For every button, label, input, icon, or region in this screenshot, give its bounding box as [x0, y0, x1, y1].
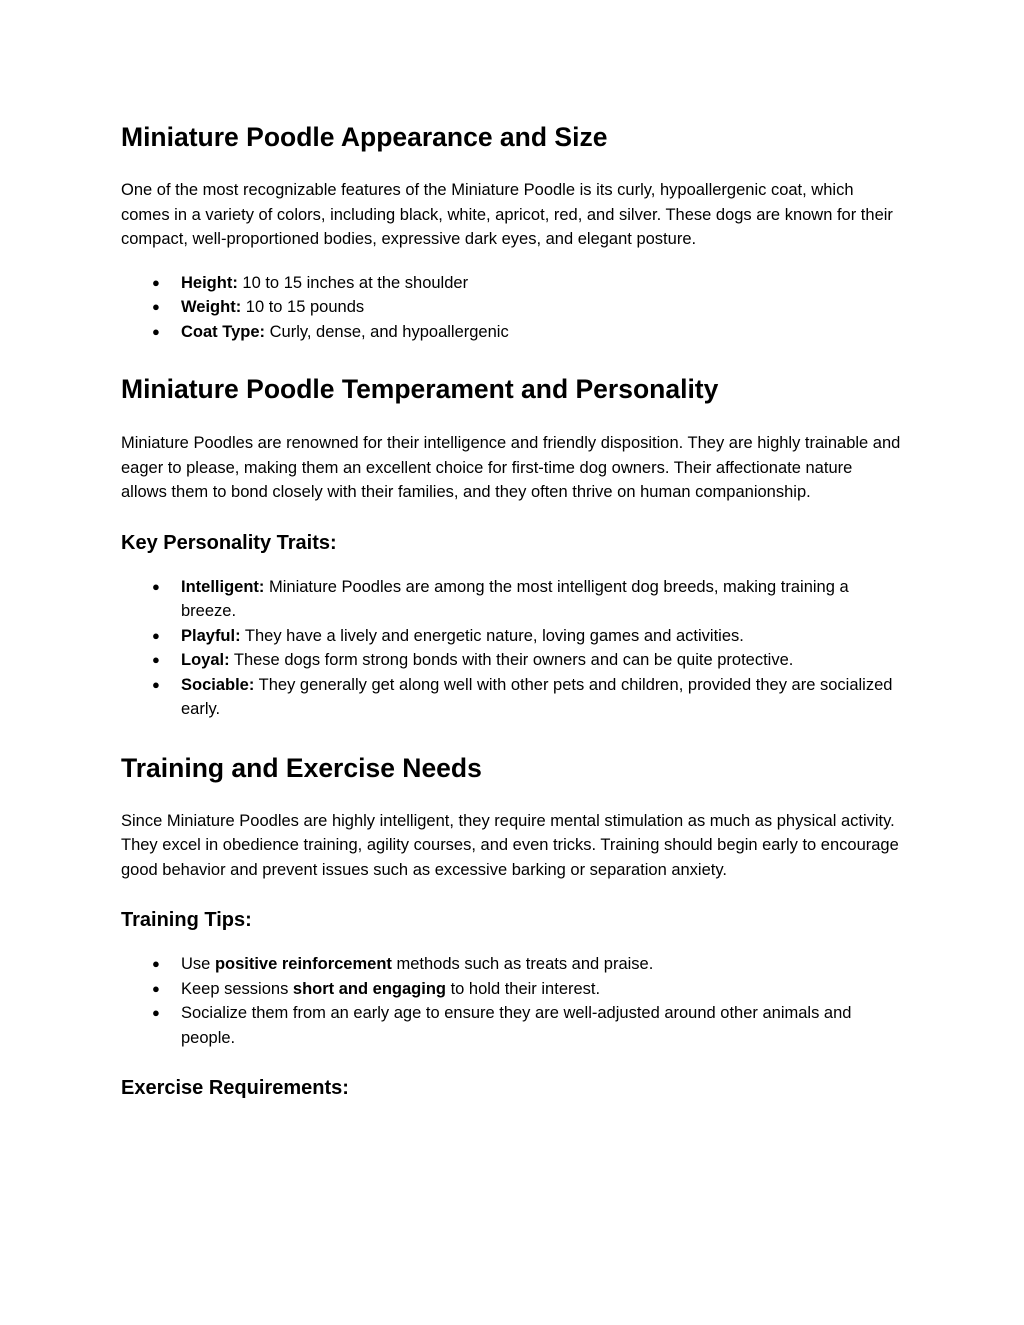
list-item [121, 648, 901, 673]
item-label: Intelligent: [181, 577, 265, 596]
list-item [121, 977, 901, 1002]
section-heading-temperament: Miniature Poodle Temperament and Personality [121, 374, 719, 404]
paragraph-appearance: One of the most recognizable features of the Miniature Poodle is its curly, hypoallergenic coat, which comes in a variety of colors, including black, white, apricot, red, and silver. These dogs are known for their compact, well-proportioned bodies, expressive dark eyes, and elegant posture. [121, 181, 893, 248]
item-text: They have a lively and energetic nature, loving games and activities. [240, 626, 744, 645]
appearance-list [121, 271, 901, 345]
section-heading-appearance: Miniature Poodle Appearance and Size [121, 122, 608, 152]
list-item [121, 271, 901, 296]
list-item [121, 673, 901, 722]
subheading-exercise-requirements: Exercise Requirements: [121, 1077, 349, 1099]
item-text: 10 to 15 pounds [241, 298, 365, 316]
document-page [121, 118, 901, 1103]
paragraph-training: Since Miniature Poodles are highly intelligent, they require mental stimulation as much as physical activity. They excel in obedience training, agility courses, and even tricks. Training should begin early to encourage good behavior and prevent issues such as excessive barking or separation anxiety. [121, 811, 899, 879]
item-label: Playful: [181, 626, 241, 645]
bullet-icon: ● [152, 578, 160, 594]
item-text: Socialize them from an early age to ensure they are well-adjusted around other animals and people. [181, 1004, 852, 1047]
list-item [121, 575, 901, 624]
list-item [121, 295, 901, 320]
item-text: Use [181, 955, 215, 973]
bullet-icon: ● [152, 676, 160, 692]
bullet-icon: ● [152, 274, 160, 290]
item-text: These dogs form strong bonds with their owners and can be quite protective. [229, 651, 794, 669]
item-text: Keep sessions [181, 979, 293, 998]
bullet-icon: ● [152, 980, 160, 996]
subheading-training-tips: Training Tips: [121, 909, 252, 931]
item-text: They generally get along well with other pets and children, provided they are socialized early. [181, 675, 893, 718]
training-tips-list [121, 952, 901, 1050]
item-label: Height: [181, 273, 238, 292]
item-text: Miniature Poodles are among the most intelligent dog breeds, making training a breeze. [181, 577, 849, 620]
bullet-icon: ● [152, 956, 160, 971]
item-text: Curly, dense, and hypoallergenic [265, 322, 509, 341]
bullet-icon: ● [152, 323, 160, 339]
list-item [121, 1001, 901, 1050]
item-emphasis: short and engaging [292, 979, 446, 998]
list-item [121, 624, 901, 649]
section-heading-training: Training and Exercise Needs [121, 752, 482, 783]
item-emphasis: positive reinforcement [214, 955, 392, 973]
bullet-icon: ● [152, 1005, 160, 1020]
item-text: methods such as treats and praise. [391, 955, 654, 973]
paragraph-temperament: Miniature Poodles are renowned for their intelligence and friendly disposition. They are highly trainable and eager to please, making them an excellent choice for first-time dog owners. Their affectionate nature allows them to bond closely with their families, and they often thrive on human companionship. [121, 434, 901, 501]
item-label: Weight: [181, 298, 242, 316]
list-item [121, 952, 901, 977]
bullet-icon: ● [152, 652, 160, 667]
bullet-icon: ● [152, 627, 160, 643]
item-label: Sociable: [181, 675, 255, 694]
bullet-icon: ● [152, 299, 160, 314]
item-label: Loyal: [181, 651, 230, 669]
traits-list [121, 575, 901, 722]
item-text: 10 to 15 inches at the shoulder [237, 273, 469, 292]
list-item [121, 320, 901, 345]
item-text: to hold their interest. [446, 979, 601, 998]
item-label: Coat Type: [181, 322, 266, 341]
subheading-personality-traits: Key Personality Traits: [121, 531, 337, 554]
